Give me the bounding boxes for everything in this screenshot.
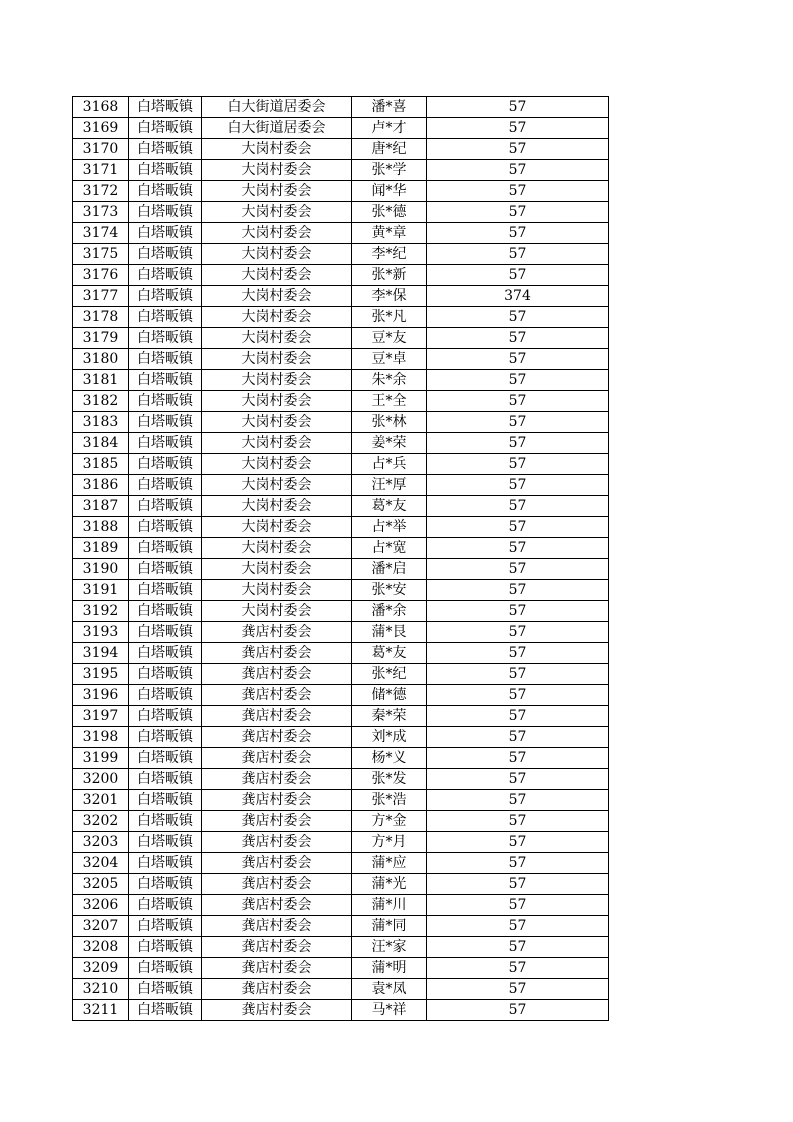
row-id-cell: 3204 [73, 853, 129, 874]
amount-cell: 57 [427, 790, 609, 811]
amount-cell: 57 [427, 1000, 609, 1021]
amount-cell: 57 [427, 601, 609, 622]
row-id-cell: 3194 [73, 643, 129, 664]
row-id-cell: 3185 [73, 454, 129, 475]
village-committee-cell: 龚店村委会 [202, 832, 352, 853]
row-id-cell: 3190 [73, 559, 129, 580]
village-committee-cell: 龚店村委会 [202, 916, 352, 937]
row-id-cell: 3202 [73, 811, 129, 832]
table-row [73, 160, 609, 181]
row-id-cell: 3207 [73, 916, 129, 937]
village-committee-cell: 龚店村委会 [202, 748, 352, 769]
village-committee-cell: 大岗村委会 [202, 559, 352, 580]
row-id-cell: 3179 [73, 328, 129, 349]
town-cell: 白塔畈镇 [129, 748, 202, 769]
amount-cell: 374 [427, 286, 609, 307]
table-row [73, 286, 609, 307]
village-committee-cell: 大岗村委会 [202, 139, 352, 160]
table-row [73, 979, 609, 1000]
town-cell: 白塔畈镇 [129, 937, 202, 958]
table-row [73, 475, 609, 496]
row-id-cell: 3200 [73, 769, 129, 790]
person-name-cell: 张*德 [352, 202, 427, 223]
town-cell: 白塔畈镇 [129, 811, 202, 832]
row-id-cell: 3188 [73, 517, 129, 538]
table-row [73, 916, 609, 937]
person-name-cell: 张*新 [352, 265, 427, 286]
table-row [73, 748, 609, 769]
person-name-cell: 占*宽 [352, 538, 427, 559]
town-cell: 白塔畈镇 [129, 496, 202, 517]
town-cell: 白塔畈镇 [129, 895, 202, 916]
amount-cell: 57 [427, 874, 609, 895]
amount-cell: 57 [427, 118, 609, 139]
town-cell: 白塔畈镇 [129, 412, 202, 433]
row-id-cell: 3189 [73, 538, 129, 559]
person-name-cell: 方*金 [352, 811, 427, 832]
person-name-cell: 杨*义 [352, 748, 427, 769]
roster-table-body [73, 97, 609, 1021]
table-row [73, 664, 609, 685]
row-id-cell: 3206 [73, 895, 129, 916]
person-name-cell: 潘*余 [352, 601, 427, 622]
village-committee-cell: 龚店村委会 [202, 853, 352, 874]
village-committee-cell: 龚店村委会 [202, 664, 352, 685]
amount-cell: 57 [427, 328, 609, 349]
village-committee-cell: 大岗村委会 [202, 454, 352, 475]
person-name-cell: 张*安 [352, 580, 427, 601]
village-committee-cell: 龚店村委会 [202, 937, 352, 958]
village-committee-cell: 龚店村委会 [202, 874, 352, 895]
village-committee-cell: 大岗村委会 [202, 538, 352, 559]
row-id-cell: 3197 [73, 706, 129, 727]
amount-cell: 57 [427, 916, 609, 937]
table-row [73, 874, 609, 895]
person-name-cell: 张*学 [352, 160, 427, 181]
village-committee-cell: 大岗村委会 [202, 307, 352, 328]
table-row [73, 181, 609, 202]
table-row [73, 370, 609, 391]
row-id-cell: 3170 [73, 139, 129, 160]
table-row [73, 97, 609, 118]
row-id-cell: 3168 [73, 97, 129, 118]
town-cell: 白塔畈镇 [129, 538, 202, 559]
town-cell: 白塔畈镇 [129, 601, 202, 622]
person-name-cell: 张*发 [352, 769, 427, 790]
person-name-cell: 潘*启 [352, 559, 427, 580]
town-cell: 白塔畈镇 [129, 580, 202, 601]
amount-cell: 57 [427, 979, 609, 1000]
row-id-cell: 3191 [73, 580, 129, 601]
person-name-cell: 蒲*艮 [352, 622, 427, 643]
row-id-cell: 3186 [73, 475, 129, 496]
village-committee-cell: 大岗村委会 [202, 349, 352, 370]
amount-cell: 57 [427, 349, 609, 370]
row-id-cell: 3187 [73, 496, 129, 517]
town-cell: 白塔畈镇 [129, 874, 202, 895]
person-name-cell: 张*林 [352, 412, 427, 433]
town-cell: 白塔畈镇 [129, 517, 202, 538]
village-committee-cell: 大岗村委会 [202, 244, 352, 265]
village-committee-cell: 龚店村委会 [202, 727, 352, 748]
town-cell: 白塔畈镇 [129, 1000, 202, 1021]
person-name-cell: 方*月 [352, 832, 427, 853]
person-name-cell: 王*全 [352, 391, 427, 412]
village-committee-cell: 大岗村委会 [202, 601, 352, 622]
person-name-cell: 葛*友 [352, 496, 427, 517]
table-row [73, 454, 609, 475]
amount-cell: 57 [427, 559, 609, 580]
person-name-cell: 葛*友 [352, 643, 427, 664]
table-row [73, 643, 609, 664]
town-cell: 白塔畈镇 [129, 790, 202, 811]
town-cell: 白塔畈镇 [129, 979, 202, 1000]
town-cell: 白塔畈镇 [129, 832, 202, 853]
person-name-cell: 李*纪 [352, 244, 427, 265]
table-row [73, 580, 609, 601]
person-name-cell: 汪*家 [352, 937, 427, 958]
person-name-cell: 蒲*同 [352, 916, 427, 937]
town-cell: 白塔畈镇 [129, 769, 202, 790]
village-committee-cell: 龚店村委会 [202, 979, 352, 1000]
village-committee-cell: 白大街道居委会 [202, 118, 352, 139]
row-id-cell: 3174 [73, 223, 129, 244]
person-name-cell: 汪*厚 [352, 475, 427, 496]
town-cell: 白塔畈镇 [129, 685, 202, 706]
person-name-cell: 张*浩 [352, 790, 427, 811]
table-row [73, 265, 609, 286]
amount-cell: 57 [427, 769, 609, 790]
person-name-cell: 卢*才 [352, 118, 427, 139]
village-committee-cell: 龚店村委会 [202, 790, 352, 811]
amount-cell: 57 [427, 181, 609, 202]
person-name-cell: 姜*荣 [352, 433, 427, 454]
village-committee-cell: 大岗村委会 [202, 517, 352, 538]
row-id-cell: 3201 [73, 790, 129, 811]
amount-cell: 57 [427, 643, 609, 664]
amount-cell: 57 [427, 454, 609, 475]
table-row [73, 727, 609, 748]
amount-cell: 57 [427, 244, 609, 265]
amount-cell: 57 [427, 538, 609, 559]
row-id-cell: 3177 [73, 286, 129, 307]
table-row [73, 622, 609, 643]
village-committee-cell: 龚店村委会 [202, 622, 352, 643]
amount-cell: 57 [427, 265, 609, 286]
table-row [73, 433, 609, 454]
person-name-cell: 占*兵 [352, 454, 427, 475]
town-cell: 白塔畈镇 [129, 958, 202, 979]
person-name-cell: 唐*纪 [352, 139, 427, 160]
row-id-cell: 3182 [73, 391, 129, 412]
table-row [73, 811, 609, 832]
table-row [73, 391, 609, 412]
amount-cell: 57 [427, 853, 609, 874]
table-row [73, 349, 609, 370]
village-committee-cell: 大岗村委会 [202, 286, 352, 307]
town-cell: 白塔畈镇 [129, 622, 202, 643]
table-row [73, 328, 609, 349]
town-cell: 白塔畈镇 [129, 391, 202, 412]
amount-cell: 57 [427, 97, 609, 118]
person-name-cell: 豆*友 [352, 328, 427, 349]
person-name-cell: 潘*喜 [352, 97, 427, 118]
town-cell: 白塔畈镇 [129, 349, 202, 370]
table-row [73, 223, 609, 244]
town-cell: 白塔畈镇 [129, 853, 202, 874]
row-id-cell: 3178 [73, 307, 129, 328]
row-id-cell: 3205 [73, 874, 129, 895]
town-cell: 白塔畈镇 [129, 370, 202, 391]
amount-cell: 57 [427, 727, 609, 748]
village-committee-cell: 大岗村委会 [202, 181, 352, 202]
town-cell: 白塔畈镇 [129, 433, 202, 454]
town-cell: 白塔畈镇 [129, 181, 202, 202]
town-cell: 白塔畈镇 [129, 160, 202, 181]
town-cell: 白塔畈镇 [129, 265, 202, 286]
town-cell: 白塔畈镇 [129, 139, 202, 160]
table-row [73, 769, 609, 790]
village-committee-cell: 白大街道居委会 [202, 97, 352, 118]
village-committee-cell: 大岗村委会 [202, 328, 352, 349]
row-id-cell: 3173 [73, 202, 129, 223]
table-row [73, 601, 609, 622]
amount-cell: 57 [427, 832, 609, 853]
row-id-cell: 3172 [73, 181, 129, 202]
amount-cell: 57 [427, 496, 609, 517]
town-cell: 白塔畈镇 [129, 223, 202, 244]
village-committee-cell: 龚店村委会 [202, 1000, 352, 1021]
amount-cell: 57 [427, 685, 609, 706]
amount-cell: 57 [427, 811, 609, 832]
table-row [73, 895, 609, 916]
row-id-cell: 3199 [73, 748, 129, 769]
table-row [73, 853, 609, 874]
row-id-cell: 3184 [73, 433, 129, 454]
table-row [73, 958, 609, 979]
village-committee-cell: 龚店村委会 [202, 769, 352, 790]
town-cell: 白塔畈镇 [129, 202, 202, 223]
town-cell: 白塔畈镇 [129, 664, 202, 685]
amount-cell: 57 [427, 517, 609, 538]
village-committee-cell: 龚店村委会 [202, 895, 352, 916]
table-row [73, 937, 609, 958]
table-row [73, 1000, 609, 1021]
village-committee-cell: 龚店村委会 [202, 643, 352, 664]
row-id-cell: 3181 [73, 370, 129, 391]
person-name-cell: 黄*章 [352, 223, 427, 244]
person-name-cell: 蒲*川 [352, 895, 427, 916]
village-committee-cell: 大岗村委会 [202, 475, 352, 496]
town-cell: 白塔畈镇 [129, 328, 202, 349]
person-name-cell: 储*德 [352, 685, 427, 706]
table-row [73, 685, 609, 706]
person-name-cell: 蒲*光 [352, 874, 427, 895]
amount-cell: 57 [427, 160, 609, 181]
amount-cell: 57 [427, 748, 609, 769]
town-cell: 白塔畈镇 [129, 286, 202, 307]
table-row [73, 706, 609, 727]
amount-cell: 57 [427, 937, 609, 958]
village-committee-cell: 大岗村委会 [202, 370, 352, 391]
person-name-cell: 秦*荣 [352, 706, 427, 727]
row-id-cell: 3198 [73, 727, 129, 748]
person-name-cell: 闻*华 [352, 181, 427, 202]
village-committee-cell: 龚店村委会 [202, 958, 352, 979]
row-id-cell: 3196 [73, 685, 129, 706]
table-row [73, 790, 609, 811]
town-cell: 白塔畈镇 [129, 706, 202, 727]
table-row [73, 118, 609, 139]
person-name-cell: 豆*卓 [352, 349, 427, 370]
amount-cell: 57 [427, 622, 609, 643]
table-row [73, 496, 609, 517]
town-cell: 白塔畈镇 [129, 307, 202, 328]
village-committee-cell: 大岗村委会 [202, 433, 352, 454]
person-name-cell: 占*举 [352, 517, 427, 538]
row-id-cell: 3180 [73, 349, 129, 370]
town-cell: 白塔畈镇 [129, 475, 202, 496]
amount-cell: 57 [427, 895, 609, 916]
town-cell: 白塔畈镇 [129, 643, 202, 664]
table-row [73, 202, 609, 223]
person-name-cell: 张*纪 [352, 664, 427, 685]
village-committee-cell: 大岗村委会 [202, 223, 352, 244]
person-name-cell: 李*保 [352, 286, 427, 307]
table-row [73, 139, 609, 160]
village-committee-cell: 大岗村委会 [202, 496, 352, 517]
town-cell: 白塔畈镇 [129, 559, 202, 580]
town-cell: 白塔畈镇 [129, 454, 202, 475]
village-committee-cell: 龚店村委会 [202, 685, 352, 706]
town-cell: 白塔畈镇 [129, 244, 202, 265]
amount-cell: 57 [427, 223, 609, 244]
person-name-cell: 马*祥 [352, 1000, 427, 1021]
amount-cell: 57 [427, 391, 609, 412]
table-row [73, 307, 609, 328]
amount-cell: 57 [427, 139, 609, 160]
person-name-cell: 刘*成 [352, 727, 427, 748]
row-id-cell: 3193 [73, 622, 129, 643]
amount-cell: 57 [427, 580, 609, 601]
village-committee-cell: 大岗村委会 [202, 412, 352, 433]
row-id-cell: 3208 [73, 937, 129, 958]
row-id-cell: 3175 [73, 244, 129, 265]
amount-cell: 57 [427, 433, 609, 454]
amount-cell: 57 [427, 958, 609, 979]
row-id-cell: 3209 [73, 958, 129, 979]
table-row [73, 517, 609, 538]
amount-cell: 57 [427, 412, 609, 433]
town-cell: 白塔畈镇 [129, 97, 202, 118]
person-name-cell: 蒲*明 [352, 958, 427, 979]
village-committee-cell: 大岗村委会 [202, 160, 352, 181]
amount-cell: 57 [427, 202, 609, 223]
town-cell: 白塔畈镇 [129, 118, 202, 139]
row-id-cell: 3171 [73, 160, 129, 181]
row-id-cell: 3176 [73, 265, 129, 286]
roster-table [72, 96, 609, 1021]
row-id-cell: 3210 [73, 979, 129, 1000]
town-cell: 白塔畈镇 [129, 916, 202, 937]
table-row [73, 244, 609, 265]
row-id-cell: 3211 [73, 1000, 129, 1021]
row-id-cell: 3169 [73, 118, 129, 139]
village-committee-cell: 大岗村委会 [202, 391, 352, 412]
amount-cell: 57 [427, 664, 609, 685]
person-name-cell: 张*凡 [352, 307, 427, 328]
village-committee-cell: 大岗村委会 [202, 580, 352, 601]
village-committee-cell: 龚店村委会 [202, 706, 352, 727]
row-id-cell: 3183 [73, 412, 129, 433]
village-committee-cell: 大岗村委会 [202, 202, 352, 223]
amount-cell: 57 [427, 307, 609, 328]
table-row [73, 412, 609, 433]
person-name-cell: 蒲*应 [352, 853, 427, 874]
row-id-cell: 3195 [73, 664, 129, 685]
person-name-cell: 袁*凤 [352, 979, 427, 1000]
amount-cell: 57 [427, 475, 609, 496]
person-name-cell: 朱*余 [352, 370, 427, 391]
village-committee-cell: 龚店村委会 [202, 811, 352, 832]
village-committee-cell: 大岗村委会 [202, 265, 352, 286]
table-row [73, 559, 609, 580]
table-row [73, 832, 609, 853]
row-id-cell: 3203 [73, 832, 129, 853]
town-cell: 白塔畈镇 [129, 727, 202, 748]
amount-cell: 57 [427, 706, 609, 727]
table-row [73, 538, 609, 559]
row-id-cell: 3192 [73, 601, 129, 622]
amount-cell: 57 [427, 370, 609, 391]
